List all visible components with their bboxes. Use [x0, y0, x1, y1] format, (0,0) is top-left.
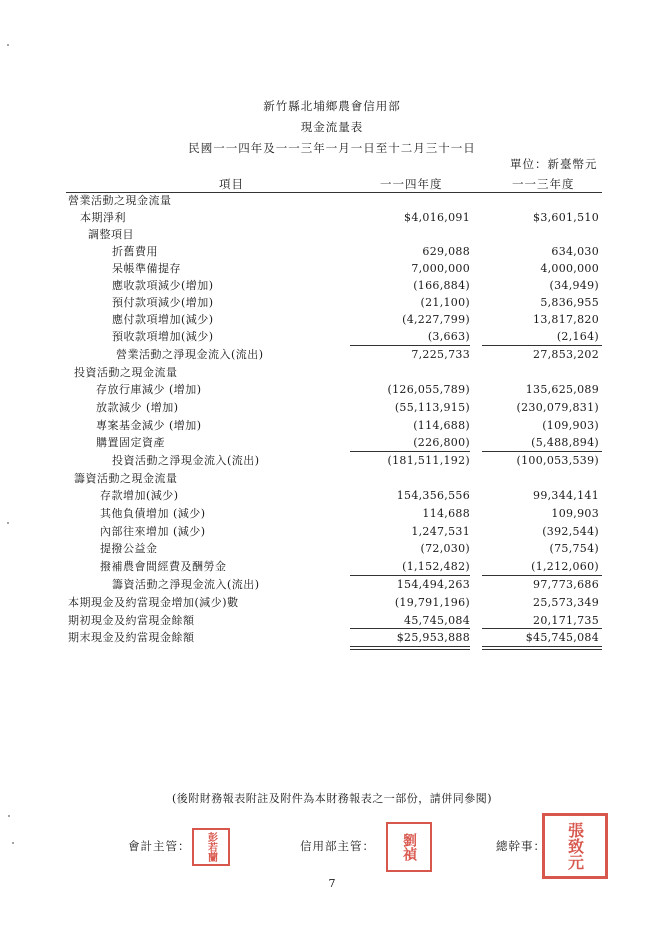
value-114: (126,055,789): [387, 383, 470, 396]
double-underline: [482, 649, 602, 650]
subtotal-rule: [350, 575, 470, 576]
subtotal-rule: [482, 575, 602, 576]
scan-speck: [12, 842, 14, 844]
value-114: 45,745,084: [404, 614, 470, 627]
table-row: [0, 576, 664, 593]
value-114: (72,030): [420, 542, 470, 555]
table-row: [0, 629, 664, 646]
accountant-seal-stamp: [192, 828, 230, 866]
value-114: $4,016,091: [404, 211, 470, 224]
column-item-header: 項目: [219, 177, 244, 191]
value-114: 154,356,556: [396, 489, 470, 502]
statement-title: 現金流量表: [300, 120, 364, 134]
value-114: (19,791,196): [394, 596, 470, 609]
table-row: [0, 594, 664, 611]
table-row: [0, 470, 664, 487]
column-y114-header: 一一四年度: [380, 177, 443, 191]
value-113: (5,488,894): [531, 436, 599, 449]
subtotal-rule: [350, 451, 470, 452]
page-number: 7: [328, 877, 336, 890]
value-114: 629,088: [422, 245, 470, 258]
row-label: 應付款項增加(減少): [112, 313, 214, 326]
value-113: 634,030: [551, 245, 599, 258]
table-row: [0, 209, 664, 226]
row-label: 呆帳準備提存: [112, 262, 181, 275]
table-row: [0, 540, 664, 557]
table-row: [0, 192, 664, 209]
value-113: 27,853,202: [533, 348, 599, 361]
row-label: 籌資活動之現金流量: [74, 472, 178, 485]
row-label: 放款減少 (增加): [96, 401, 179, 414]
currency-unit: 單位：新臺幣元: [510, 157, 598, 171]
value-113: (100,053,539): [516, 454, 599, 467]
subtotal-rule: [482, 345, 602, 346]
subtotal-rule: [482, 451, 602, 452]
row-label: 營業活動之淨現金流入(流出): [116, 348, 264, 361]
value-114: (4,227,799): [402, 313, 470, 326]
value-113: (109,903): [542, 419, 599, 432]
scan-speck: [7, 44, 9, 46]
value-114: (114,688): [413, 419, 470, 432]
value-114: 7,225,733: [411, 348, 470, 361]
table-row: [0, 294, 664, 311]
row-label: 購置固定資產: [96, 436, 165, 449]
row-label: 投資活動之淨現金流入(流出): [112, 454, 260, 467]
value-113: 99,344,141: [533, 489, 599, 502]
value-113: (392,544): [542, 525, 599, 538]
table-row: [0, 311, 664, 328]
value-113: 25,573,349: [533, 596, 599, 609]
value-114: $25,953,888: [396, 631, 470, 644]
table-row: [0, 364, 664, 381]
secretary-label: 總幹事：: [496, 839, 546, 853]
double-underline: [350, 649, 470, 650]
table-row: [0, 399, 664, 416]
row-label: 營業活動之現金流量: [68, 194, 172, 207]
table-row: [0, 243, 664, 260]
credit-head-seal-stamp: [386, 822, 432, 872]
value-113: 20,171,735: [533, 614, 599, 627]
row-label: 內部往來增加 (減少): [100, 525, 206, 538]
value-114: 1,247,531: [411, 525, 470, 538]
row-label: 存放行庫減少 (增加): [96, 383, 202, 396]
value-113: $3,601,510: [533, 211, 599, 224]
row-label: 期初現金及約當現金餘額: [68, 614, 195, 627]
subtotal-rule: [350, 345, 470, 346]
org-name: 新竹縣北埔鄉農會信用部: [263, 99, 401, 113]
value-113: 5,836,955: [540, 296, 599, 309]
value-114: (226,800): [413, 436, 470, 449]
table-row: [0, 277, 664, 294]
value-114: (3,663): [427, 330, 470, 343]
table-row: [0, 346, 664, 363]
row-label: 籌資活動之淨現金流入(流出): [112, 578, 260, 591]
value-113: (34,949): [549, 279, 599, 292]
scan-speck: [8, 815, 10, 817]
double-underline: [350, 646, 470, 647]
value-114: (166,884): [413, 279, 470, 292]
footnote: (後附財務報表附註及附件為本財務報表之一部份，請併同參閱): [171, 792, 493, 805]
value-113: 13,817,820: [533, 313, 599, 326]
value-113: (2,164): [556, 330, 599, 343]
value-114: 154,494,263: [396, 578, 470, 591]
table-row: [0, 434, 664, 451]
row-label: 預付款項減少(增加): [112, 296, 214, 309]
value-113: 97,773,686: [533, 578, 599, 591]
secretary-seal-stamp: [542, 813, 608, 879]
table-row: [0, 260, 664, 277]
table-row: [0, 226, 664, 243]
value-114: 114,688: [422, 507, 470, 520]
row-label: 本期淨利: [80, 211, 126, 224]
value-113: 109,903: [551, 507, 599, 520]
value-114: (1,152,482): [402, 560, 470, 573]
total-rule: [350, 628, 470, 629]
row-label: 調整項目: [88, 228, 134, 241]
row-label: 撥補農會間經費及酬勞金: [100, 560, 227, 573]
value-114: 7,000,000: [411, 262, 470, 275]
row-label: 折舊費用: [112, 245, 158, 258]
row-label: 預收款項增加(減少): [112, 330, 214, 343]
row-label: 專案基金減少 (增加): [96, 419, 202, 432]
value-113: $45,745,084: [525, 631, 599, 644]
row-label: 存款增加(減少): [100, 489, 179, 502]
credit-head-seal-text: 劉禎: [401, 833, 417, 861]
value-113: 4,000,000: [540, 262, 599, 275]
total-rule: [482, 628, 602, 629]
row-label: 本期現金及約當現金增加(減少)數: [68, 596, 239, 609]
secretary-seal-text: 張致元: [565, 822, 585, 870]
table-row: [0, 417, 664, 434]
accountant-seal-text: 彭若蘭: [205, 832, 217, 862]
row-label: 其他負債增加 (減少): [100, 507, 206, 520]
value-114: (55,113,915): [394, 401, 470, 414]
table-row: [0, 612, 664, 629]
accountant-label: 會計主管：: [128, 839, 191, 853]
double-underline: [482, 646, 602, 647]
table-row: [0, 328, 664, 345]
row-label: 提撥公益金: [100, 542, 158, 555]
value-113: 135,625,089: [525, 383, 599, 396]
column-y113-header: 一一三年度: [512, 177, 575, 191]
row-label: 應收款項減少(增加): [112, 279, 214, 292]
credit-head-label: 信用部主管：: [300, 839, 375, 853]
value-113: (1,212,060): [531, 560, 599, 573]
row-label: 投資活動之現金流量: [74, 366, 178, 379]
value-114: (21,100): [420, 296, 470, 309]
row-label: 期末現金及約當現金餘額: [68, 631, 195, 644]
table-row: [0, 523, 664, 540]
value-114: (181,511,192): [387, 454, 470, 467]
table-row: [0, 558, 664, 575]
statement-period: 民國一一四年及一一三年一月一日至十二月三十一日: [188, 141, 476, 155]
table-row: [0, 452, 664, 469]
table-row: [0, 381, 664, 398]
table-row: [0, 505, 664, 522]
table-row: [0, 487, 664, 504]
value-113: (75,754): [549, 542, 599, 555]
value-113: (230,079,831): [516, 401, 599, 414]
